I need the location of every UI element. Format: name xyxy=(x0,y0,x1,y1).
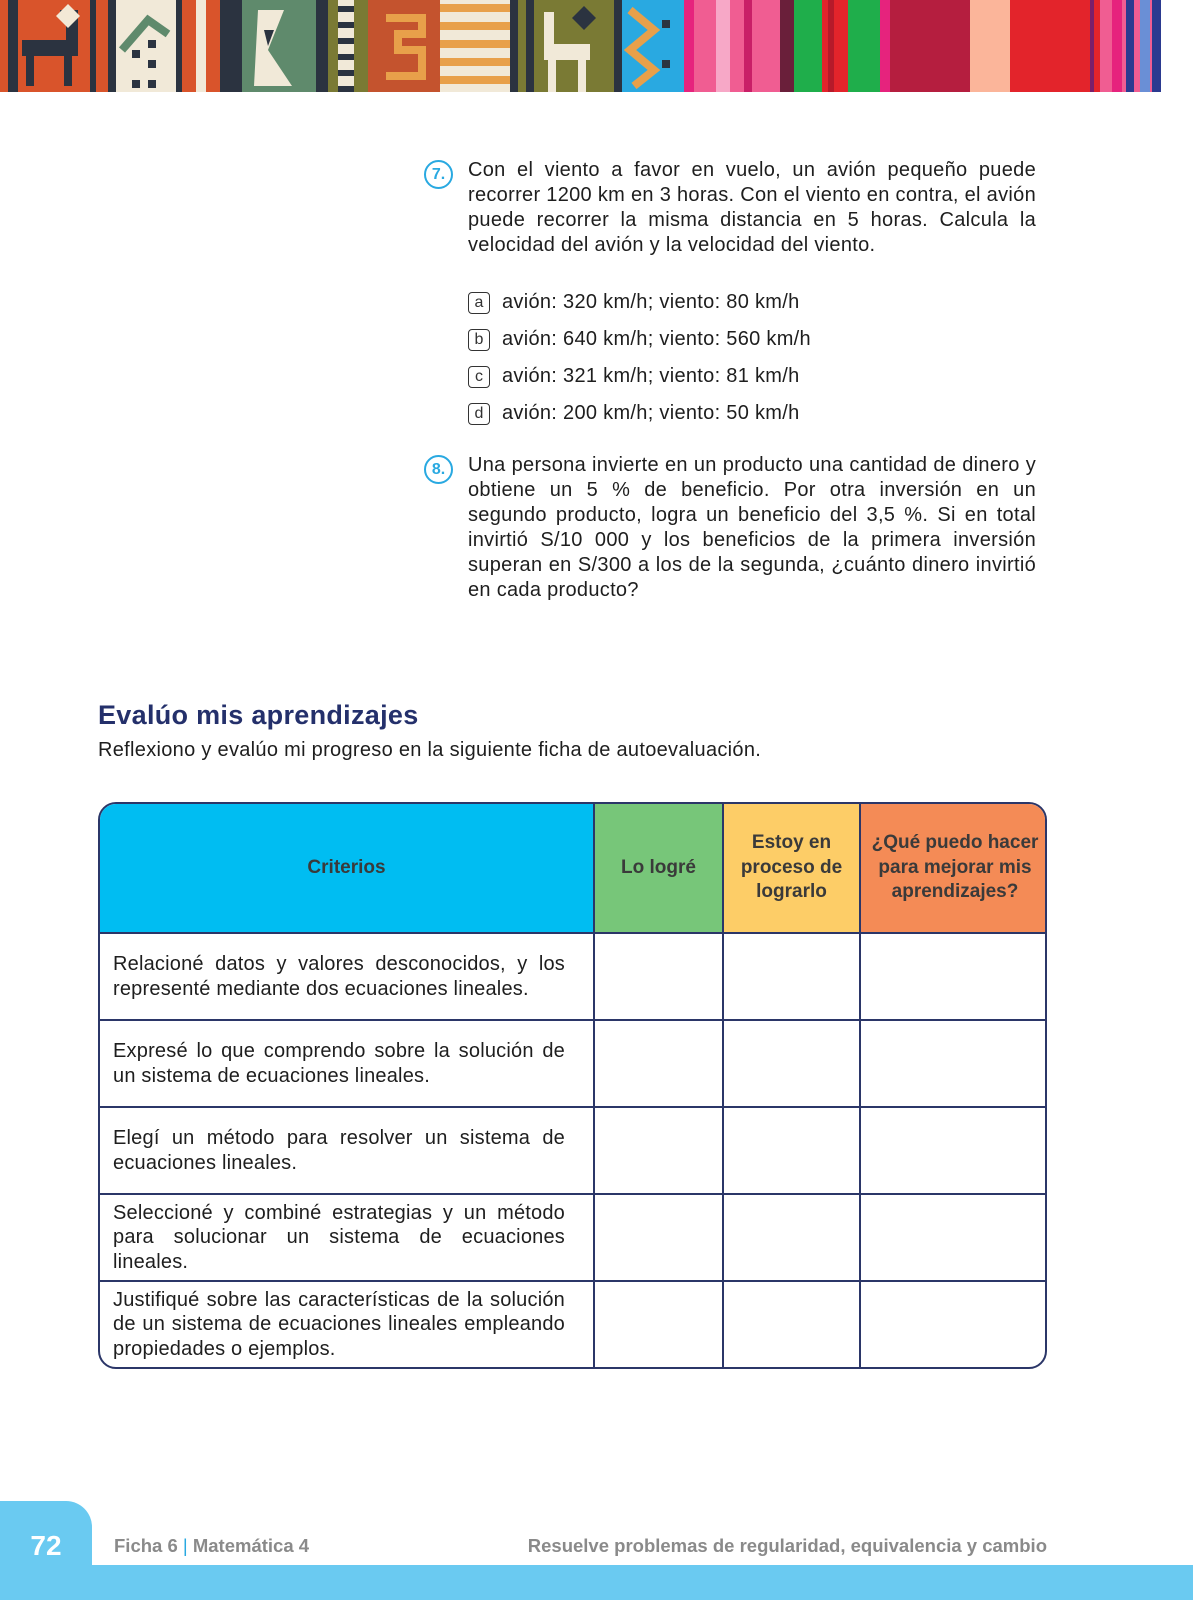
table-row xyxy=(100,933,1047,1020)
table-row xyxy=(100,1107,1047,1194)
footer-separator: | xyxy=(182,1535,188,1556)
page-number: 72 xyxy=(30,1530,62,1561)
en-proceso-cell[interactable] xyxy=(723,1020,860,1107)
alpaca-pattern-icon xyxy=(518,0,614,92)
meander-pattern-icon xyxy=(368,0,440,92)
mejorar-cell[interactable] xyxy=(860,1020,1047,1107)
mejorar-cell[interactable] xyxy=(860,933,1047,1020)
lo-logre-cell[interactable] xyxy=(594,1020,723,1107)
header-en-proceso: Estoy en proceso de lograrlo xyxy=(723,804,860,933)
checker-pattern-icon xyxy=(328,0,368,92)
stripe-pattern-icon xyxy=(176,0,232,92)
textile-banner xyxy=(0,0,1193,92)
option-text: avión: 320 km/h; viento: 80 km/h xyxy=(502,291,800,313)
en-proceso-cell[interactable] xyxy=(723,1281,860,1367)
table-row xyxy=(100,1194,1047,1281)
lo-logre-cell[interactable] xyxy=(594,1194,723,1281)
mejorar-cell[interactable] xyxy=(860,1194,1047,1281)
option-text: avión: 200 km/h; viento: 50 km/h xyxy=(502,402,800,424)
criterion-text: Elegí un método para resolver un sistema de ecuaciones lineales. xyxy=(100,1107,594,1194)
option-letter: b xyxy=(468,329,490,351)
option-letter: a xyxy=(468,292,490,314)
red-stripe-icon xyxy=(1010,0,1100,92)
question-8 xyxy=(424,453,1036,603)
section-intro: Reflexiono y evalúo mi progreso en la siguiente ficha de autoevaluación. xyxy=(98,739,762,761)
end-stripes-icon xyxy=(1100,0,1161,92)
question-7 xyxy=(424,158,1036,258)
question-number-badge: 8. xyxy=(424,455,453,484)
mejorar-cell[interactable] xyxy=(860,1281,1047,1367)
question-text: Con el viento a favor en vuelo, un avión pequeño puede recorrer 1200 km en 3 horas. Con el viento en contra, el avión puede recorrer la misma distancia en 5 horas. Calcula la velocidad del avión y la velocidad del viento. xyxy=(468,159,1036,256)
ladder-pattern-icon xyxy=(440,0,518,92)
criterion-text: Justifiqué sobre las características de la solución de un sistema de ecuaciones lineales empleando propiedades o ejemplos. xyxy=(100,1281,594,1367)
criterion-text: Seleccioné y combiné estrategias y un método para solucionar un sistema de ecuaciones lineales. xyxy=(100,1194,594,1281)
option-text: avión: 640 km/h; viento: 560 km/h xyxy=(502,328,811,350)
wave-pattern-icon xyxy=(614,0,684,92)
option-d[interactable] xyxy=(468,395,811,432)
criterion-text: Expresé lo que comprendo sobre la solución de un sistema de ecuaciones lineales. xyxy=(100,1020,594,1107)
cross-pattern-icon xyxy=(108,0,176,92)
table-row xyxy=(100,1020,1047,1107)
green-stripes-icon xyxy=(794,0,890,92)
option-letter: c xyxy=(468,366,490,388)
footer-subject: Matemática 4 xyxy=(192,1535,310,1556)
self-evaluation-table xyxy=(98,802,1047,1369)
peach-stripe-icon xyxy=(970,0,1010,92)
footer-ficha: Ficha 6 xyxy=(114,1535,178,1556)
footer-book-info xyxy=(114,1535,309,1557)
section-title: Evalúo mis aprendizajes xyxy=(98,700,419,730)
question-number-badge: 7. xyxy=(424,160,453,189)
en-proceso-cell[interactable] xyxy=(723,1194,860,1281)
criterion-text: Relacioné datos y valores desconocidos, y los representé mediante dos ecuaciones lineales. xyxy=(100,933,594,1020)
table-row xyxy=(100,1281,1047,1367)
mejorar-cell[interactable] xyxy=(860,1107,1047,1194)
table-header-row xyxy=(100,804,1047,933)
header-como-mejorar: ¿Qué puedo hacer para mejorar mis aprendizajes? xyxy=(860,804,1047,933)
footer-competence: Resuelve problemas de regularidad, equivalencia y cambio xyxy=(527,1535,1047,1556)
diamond-pattern-icon xyxy=(232,0,328,92)
footer-bar xyxy=(0,1565,1193,1600)
option-b[interactable] xyxy=(468,321,811,358)
pink-stripes-icon xyxy=(684,0,794,92)
en-proceso-cell[interactable] xyxy=(723,1107,860,1194)
lo-logre-cell[interactable] xyxy=(594,933,723,1020)
option-c[interactable] xyxy=(468,358,811,395)
option-letter: d xyxy=(468,403,490,425)
answer-options xyxy=(468,284,811,432)
header-criterios: Criterios xyxy=(100,804,594,933)
header-lo-logre: Lo logré xyxy=(594,804,723,933)
question-text: Una persona invierte en un producto una cantidad de dinero y obtiene un 5 % de beneficio. Por otra inversión en un segundo producto, logra un beneficio del 3,5 %. Si en total invirtió S/10 000 y los beneficios de la primera inversión superan en S/300 a los de la segunda, ¿cuánto dinero invirtió en cada producto? xyxy=(468,454,1036,601)
en-proceso-cell[interactable] xyxy=(723,933,860,1020)
option-a[interactable] xyxy=(468,284,811,321)
lo-logre-cell[interactable] xyxy=(594,1107,723,1194)
crimson-stripe-icon xyxy=(890,0,970,92)
llama-pattern-icon xyxy=(0,0,108,92)
option-text: avión: 321 km/h; viento: 81 km/h xyxy=(502,365,800,387)
lo-logre-cell[interactable] xyxy=(594,1281,723,1367)
